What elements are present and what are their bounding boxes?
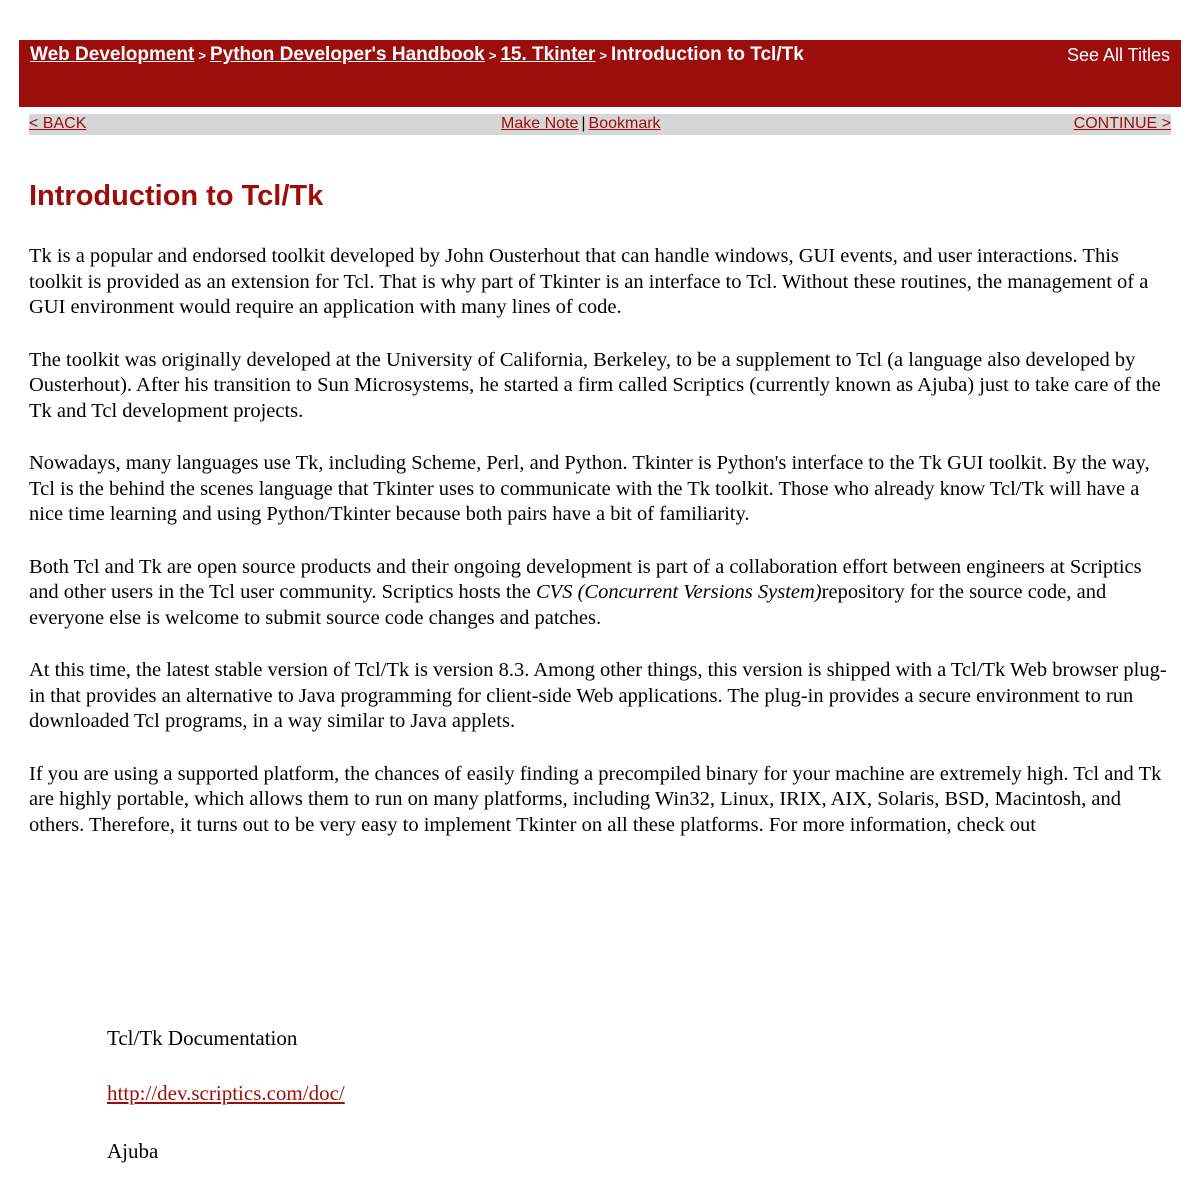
breadcrumb-separator: >	[599, 48, 607, 63]
breadcrumb	[30, 44, 804, 66]
breadcrumb-current-page: Introduction to Tcl/Tk	[610, 44, 804, 65]
paragraph-tk-overview: Tk is a popular and endorsed toolkit developed by John Ousterhout that can handle windows, GUI events, and user interactions. This toolkit is provided as an extension for Tcl. That is why part of Tkinter is an interface to Tcl. Without these routines, the management of a GUI environment would require an application with many lines of code.	[29, 245, 1149, 318]
paragraph-open-source-text-end: repository for the source code, and everyone else is welcome to submit source code changes and patches.	[29, 581, 1107, 629]
paragraph-languages-using-tk: Nowadays, many languages use Tk, including Scheme, Perl, and Python. Tkinter is Python's interface to the Tk GUI toolkit. By the way, Tcl is the behind the scenes language that Tkinter uses to communicate with the Tk toolkit. Those who already know Tcl/Tk will have a nice time learning and using Python/Tkinter because both pairs have a bit of familiarity.	[29, 452, 1150, 525]
breadcrumb-separator: >	[488, 48, 497, 63]
page-navigation-bar	[29, 114, 1171, 135]
reference-doc-url-link[interactable]: http://dev.scriptics.com/doc/	[107, 1081, 345, 1105]
back-link[interactable]: < BACK	[29, 115, 87, 132]
bookmark-link[interactable]: Bookmark	[588, 115, 661, 132]
breadcrumb-python-developers-handbook[interactable]: Python Developer's Handbook	[209, 44, 485, 65]
reference-ajuba-label: Ajuba	[107, 1139, 159, 1163]
paragraph-toolkit-history: The toolkit was originally developed at the University of California, Berkeley, to be a supplement to Tcl (a language also developed by Ousterhout). After his transition to Sun Microsystems, he started a firm called Scriptics (currently known as Ajuba) just to take care of the Tk and Tcl development projects.	[29, 348, 1161, 422]
paragraph-latest-version: At this time, the latest stable version of Tcl/Tk is version 8.3. Among other things, this version is shipped with a Tcl/Tk Web browser plug-in that provides an alternative to Java programming for client-side Web applications. The plug-in provides a secure environment to run downloaded Tcl programs, in a way similar to Java applets.	[29, 659, 1167, 732]
article-body	[29, 244, 1171, 865]
paragraph-open-source	[29, 555, 1171, 632]
cvs-term: CVS (Concurrent Versions System)	[536, 581, 822, 603]
paragraph-platform-support: If you are using a supported platform, the chances of easily finding a precompiled binary for your machine are extremely high. Tcl and Tk are highly portable, which allows them to run on many platforms, including Win32, Linux, IRIX, AIX, Solaris, BSD, Macintosh, and others. Therefore, it turns out to be very easy to implement Tkinter on all these platforms. For more information, check out	[29, 762, 1162, 836]
reference-doc-label: Tcl/Tk Documentation	[107, 1026, 298, 1050]
breadcrumb-tkinter-chapter[interactable]: 15. Tkinter	[500, 44, 596, 65]
link-divider: |	[581, 115, 586, 132]
see-all-titles-link[interactable]: See All Titles	[1066, 45, 1170, 65]
page-title: Introduction to Tcl/Tk	[29, 180, 324, 212]
note-bookmark-group	[501, 115, 661, 133]
make-note-link[interactable]: Make Note	[501, 115, 579, 132]
breadcrumb-separator: >	[198, 48, 206, 63]
breadcrumb-web-development[interactable]: Web Development	[30, 44, 195, 65]
continue-link[interactable]: CONTINUE >	[1073, 115, 1171, 132]
paragraph-open-source-text: Both Tcl and Tk are open source products and their ongoing development is part of a collaboration effort between engineers at Scriptics and other users in the Tcl user community. Scriptics hosts the	[29, 555, 1142, 603]
page-header	[19, 40, 1181, 107]
